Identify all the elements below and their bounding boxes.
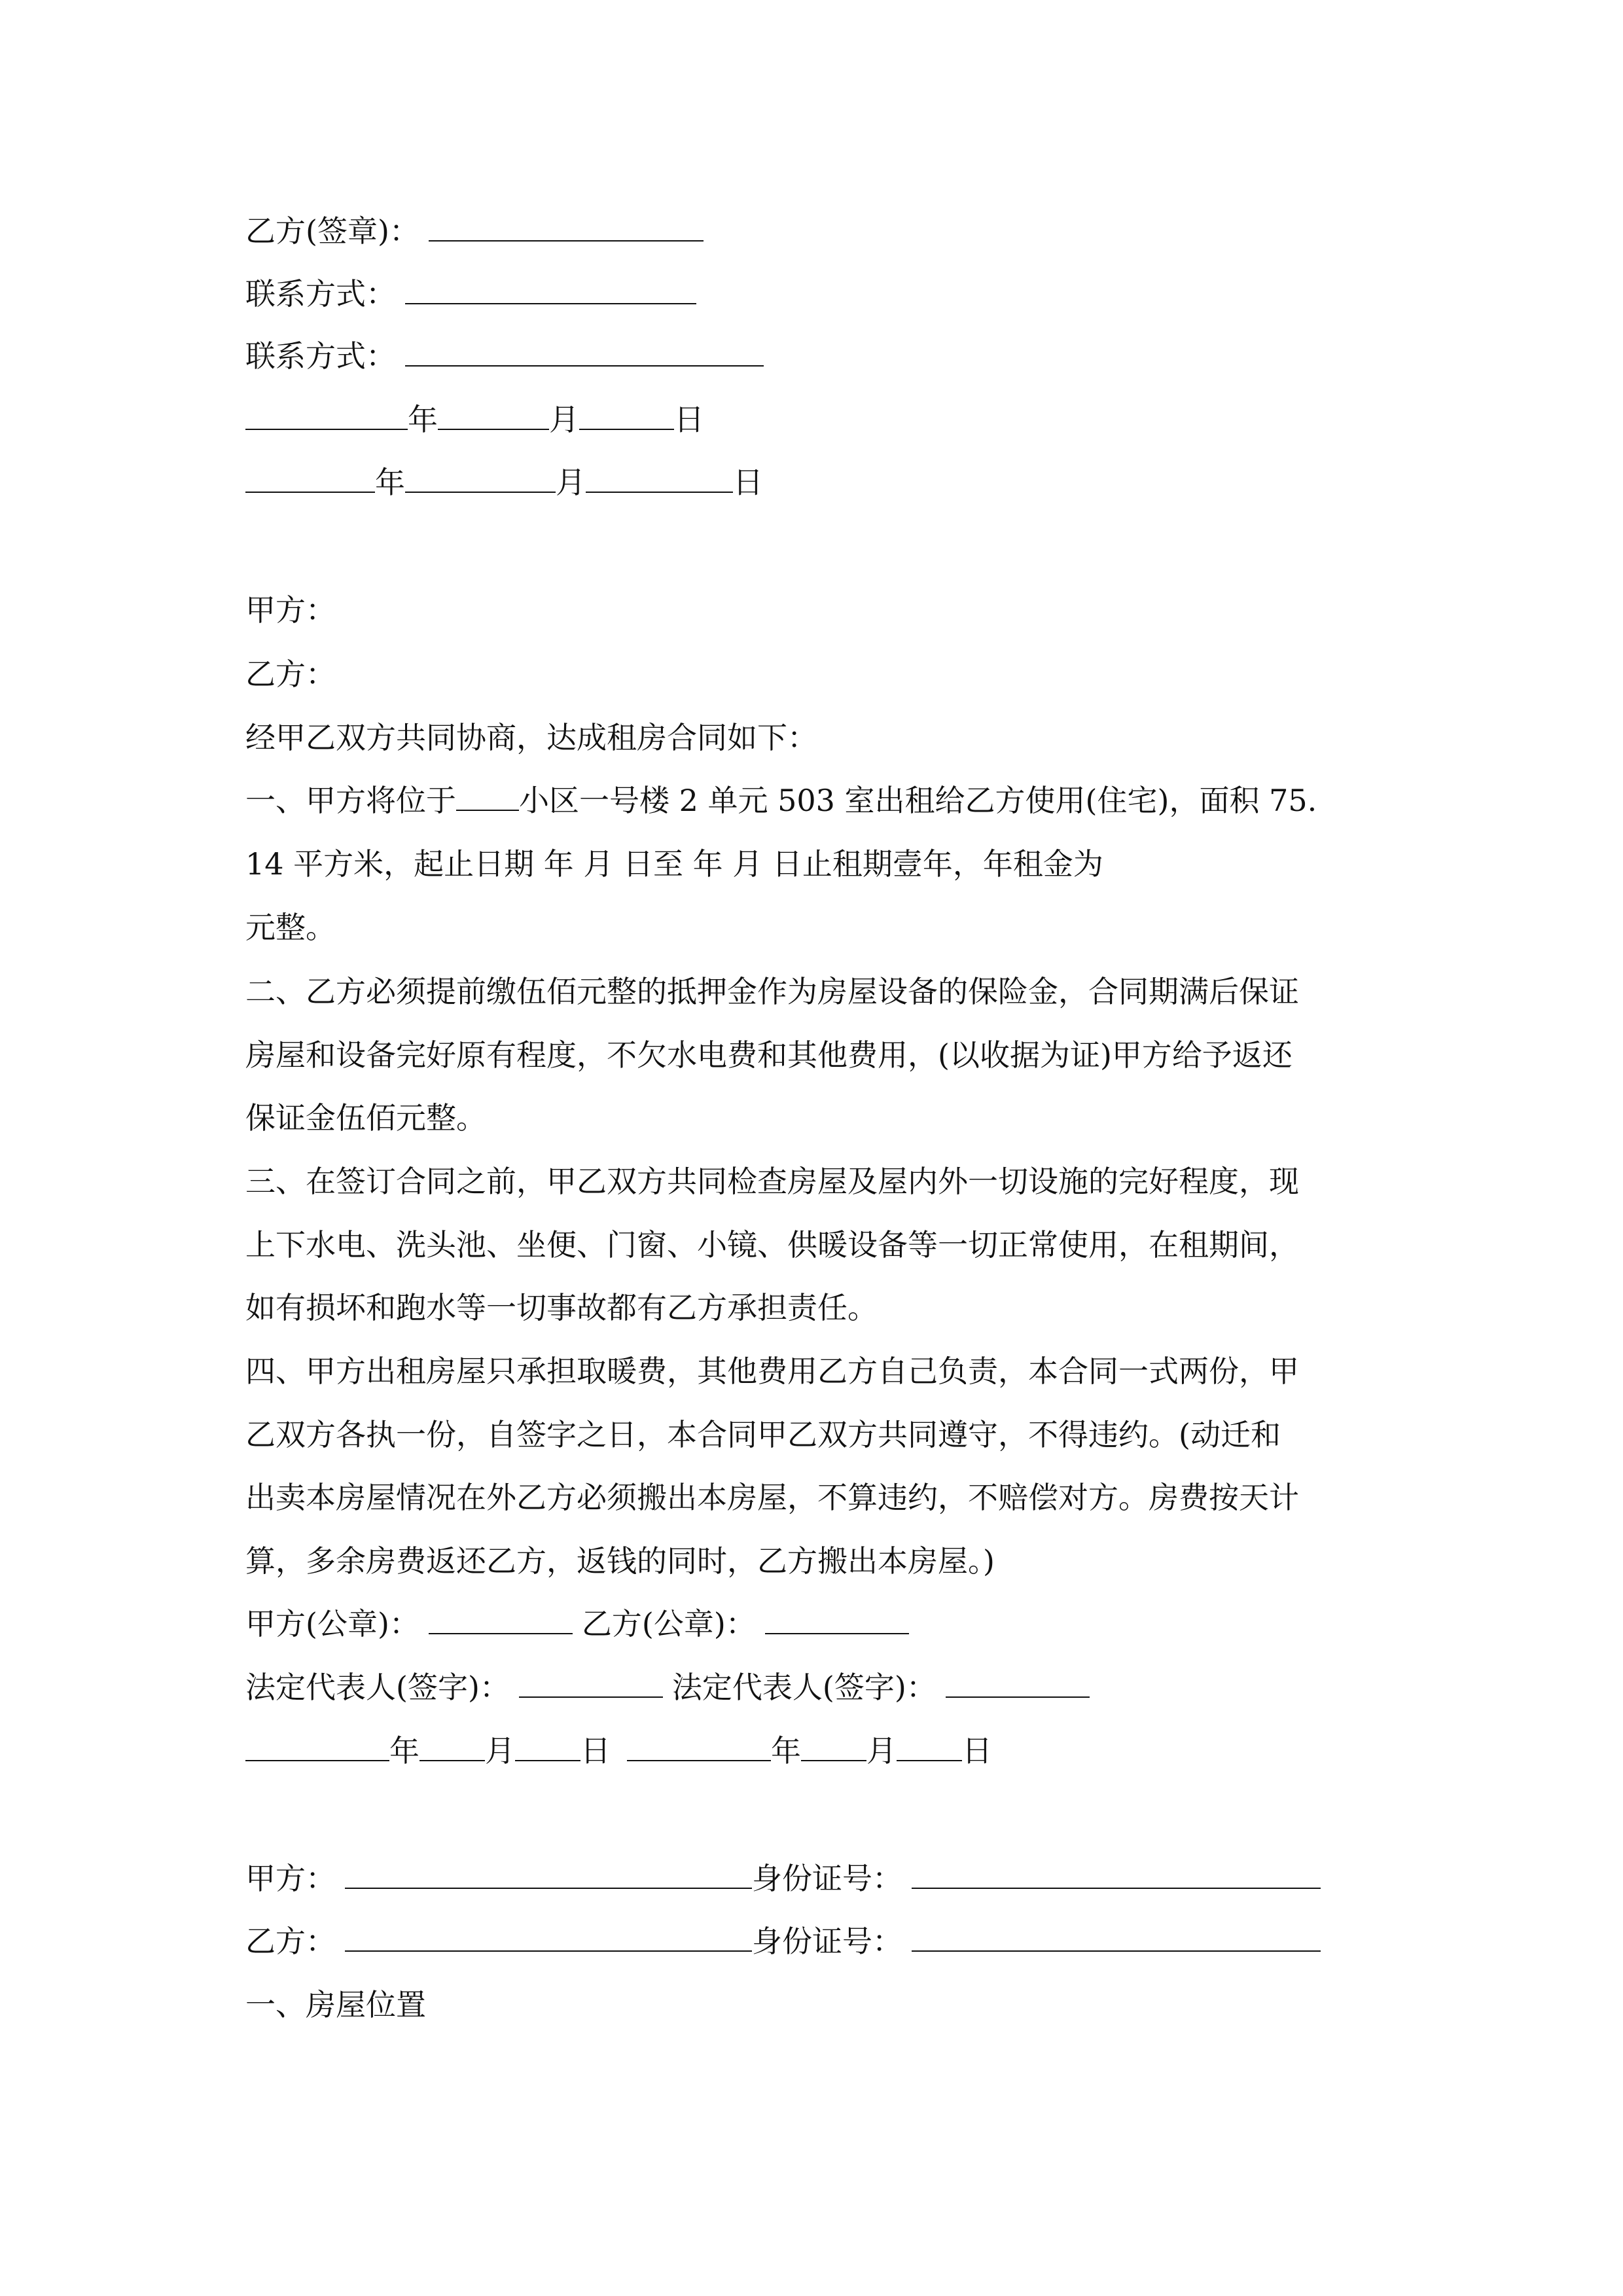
legal-rep-a-label: 法定代表人(签字)：: [245, 1670, 510, 1705]
clause-1-line-1: [245, 781, 1317, 820]
party-b-seal-field[interactable]: [429, 211, 704, 242]
contact-label: 联系方式：: [245, 276, 396, 312]
id-number-label: 身份证号：: [752, 1861, 902, 1896]
contact-row-2: [245, 336, 764, 376]
clause-1-text: 小区一号楼 2 单元 503 室出租给乙方使用(住宅)，面积 75.: [519, 783, 1317, 818]
contract-intro: 经甲乙双方共同协商，达成租房合同如下：: [245, 720, 817, 755]
date-row-1: [245, 400, 704, 439]
party-a-id-row: [245, 1859, 1321, 1898]
contact-row-1: [245, 274, 696, 314]
clause-2-line: 保证金伍佰元整。: [245, 1100, 486, 1136]
month-label: 月: [866, 1733, 897, 1768]
clause-1-line-2: 14 平方米，起止日期 年 月 日至 年 月 日止租期壹年，年租金为: [245, 846, 1103, 882]
party-b-seal-label: 乙方(公章)：: [581, 1606, 756, 1641]
clause-3-line: 如有损坏和跑水等一切事故都有乙方承担责任。: [245, 1290, 878, 1325]
day-label: 日: [733, 465, 763, 500]
id-number-label: 身份证号：: [752, 1924, 902, 1959]
year-field[interactable]: [245, 1731, 389, 1761]
party-b-id-field[interactable]: [912, 1922, 1321, 1952]
contact-field[interactable]: [405, 336, 764, 367]
contact-field[interactable]: [405, 274, 696, 304]
contact-label: 联系方式：: [245, 338, 396, 374]
month-label: 月: [556, 465, 586, 500]
party-b-seal-label: 乙方(签章)：: [245, 213, 419, 249]
clause-2-line: 房屋和设备完好原有程度，不欠水电费和其他费用，(以收据为证)甲方给予返还: [245, 1037, 1293, 1073]
party-a-label: 甲方：: [245, 592, 336, 628]
clause-4-line: 乙双方各执一份，自签字之日，本合同甲乙双方共同遵守，不得违约。(动迁和: [245, 1417, 1281, 1452]
month-field[interactable]: [405, 463, 556, 493]
party-b-id-row: [245, 1922, 1321, 1961]
day-field[interactable]: [515, 1731, 580, 1761]
sign-date-row: [245, 1731, 992, 1770]
party-b-seal-field[interactable]: [765, 1604, 909, 1634]
date-row-2: [245, 463, 763, 502]
clause-2-line: 二、乙方必须提前缴伍佰元整的抵押金作为房屋设备的保险金，合同期满后保证: [245, 974, 1299, 1009]
legal-rep-b-label: 法定代表人(签字)：: [671, 1670, 936, 1705]
day-label: 日: [674, 402, 704, 437]
party-b-label: 乙方：: [245, 1924, 336, 1959]
legal-rep-row: [245, 1668, 1090, 1707]
day-field[interactable]: [586, 463, 733, 493]
clause-4-line: 出卖本房屋情况在外乙方必须搬出本房屋，不算违约，不赔偿对方。房费按天计: [245, 1480, 1299, 1515]
party-a-name-field[interactable]: [345, 1859, 752, 1889]
clause-4-line: 算，多余房费返还乙方，返钱的同时，乙方搬出本房屋。): [245, 1543, 995, 1579]
legal-rep-a-field[interactable]: [519, 1668, 663, 1698]
party-b-seal-row: [245, 211, 704, 251]
year-field[interactable]: [245, 463, 375, 493]
month-label: 月: [485, 1733, 515, 1768]
day-label: 日: [962, 1733, 992, 1768]
community-name-field[interactable]: [456, 781, 519, 811]
year-label: 年: [389, 1733, 419, 1768]
clause-1-text: 一、甲方将位于: [245, 783, 456, 818]
month-label: 月: [549, 402, 579, 437]
party-b-label: 乙方：: [245, 656, 336, 692]
clause-4-line: 四、甲方出租房屋只承担取暖费，其他费用乙方自己负责，本合同一式两份，甲: [245, 1354, 1299, 1389]
section-title-house-location: 一、房屋位置: [245, 1987, 426, 2022]
year-label: 年: [408, 402, 438, 437]
clause-3-line: 上下水电、洗头池、坐便、门窗、小镜、供暖设备等一切正常使用，在租期间，: [245, 1227, 1299, 1263]
party-a-id-field[interactable]: [912, 1859, 1321, 1889]
year-field[interactable]: [627, 1731, 771, 1761]
seal-row: [245, 1604, 909, 1643]
party-a-seal-field[interactable]: [429, 1604, 573, 1634]
clause-3-line: 三、在签订合同之前，甲乙双方共同检查房屋及屋内外一切设施的完好程度，现: [245, 1164, 1299, 1199]
legal-rep-b-field[interactable]: [946, 1668, 1090, 1698]
day-label: 日: [580, 1733, 611, 1768]
clause-1-line-3: 元整。: [245, 910, 336, 945]
party-a-seal-label: 甲方(公章)：: [245, 1606, 419, 1641]
year-field[interactable]: [245, 400, 408, 430]
party-b-name-field[interactable]: [345, 1922, 752, 1952]
year-label: 年: [771, 1733, 801, 1768]
month-field[interactable]: [438, 400, 549, 430]
month-field[interactable]: [801, 1731, 866, 1761]
day-field[interactable]: [897, 1731, 962, 1761]
month-field[interactable]: [419, 1731, 485, 1761]
day-field[interactable]: [579, 400, 674, 430]
party-a-label: 甲方：: [245, 1861, 336, 1896]
year-label: 年: [375, 465, 405, 500]
